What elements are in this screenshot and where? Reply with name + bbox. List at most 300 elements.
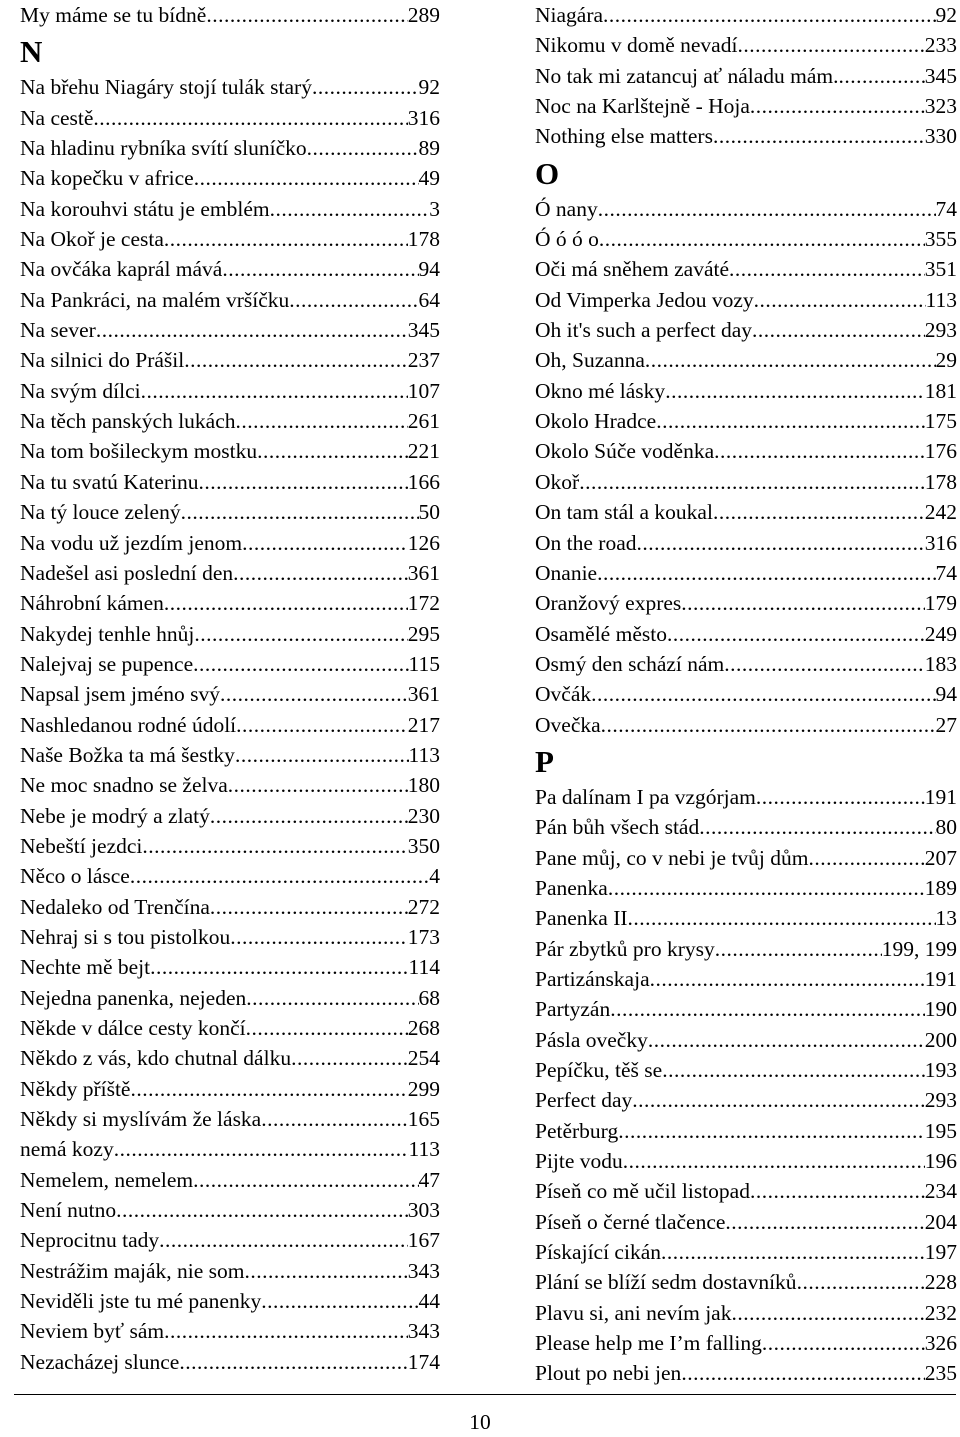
entry-page-number: 165 xyxy=(407,1107,440,1132)
entry-title: Na ovčáka kaprál mává xyxy=(20,257,223,282)
entry-title: Niagára xyxy=(535,3,604,27)
dot-leader xyxy=(598,194,936,224)
index-entry xyxy=(535,0,957,30)
entry-title: Pepíčku, těš se xyxy=(535,1058,663,1082)
index-entry xyxy=(535,345,957,375)
entry-title: Nalejvaj se pupence xyxy=(20,651,194,676)
entry-title: Nothing else matters xyxy=(535,124,713,149)
entry-page-number: 330 xyxy=(924,124,957,149)
dot-leader xyxy=(193,1165,418,1195)
entry-page-number: 183 xyxy=(924,651,957,676)
dot-leader xyxy=(233,558,408,588)
entry-page-number: 176 xyxy=(924,439,957,464)
entry-page-number: 189 xyxy=(924,875,957,900)
index-entry xyxy=(20,740,440,770)
entry-page-number: 261 xyxy=(407,409,440,434)
entry-page-number: 299 xyxy=(407,1076,440,1101)
index-column-left xyxy=(20,0,440,1377)
entry-title: Na břehu Niagáry stojí tulák starý xyxy=(20,75,312,100)
index-entry xyxy=(20,436,440,466)
dot-leader xyxy=(618,1116,925,1146)
index-entry xyxy=(535,1176,957,1206)
index-entry xyxy=(535,1085,957,1115)
dot-leader xyxy=(210,892,408,922)
entry-page-number: 113 xyxy=(925,287,957,312)
entry-page-number: 199, 199 xyxy=(881,936,957,961)
entry-title: Osamělé město xyxy=(535,621,667,646)
dot-leader xyxy=(603,0,935,30)
index-entry xyxy=(535,224,957,254)
dot-leader xyxy=(839,61,925,91)
dot-leader xyxy=(194,619,407,649)
entry-page-number: 126 xyxy=(407,530,440,555)
entry-title: Plavu si, ani nevím jak xyxy=(535,1300,732,1325)
dot-leader xyxy=(228,770,408,800)
dot-leader xyxy=(261,1104,408,1134)
entry-page-number: 191 xyxy=(924,966,957,991)
entry-page-number: 316 xyxy=(924,530,957,555)
dot-leader xyxy=(184,345,408,375)
index-entry xyxy=(20,588,440,618)
entry-page-number: 289 xyxy=(407,3,440,27)
entry-title: Pane můj, co v nebi je tvůj dům xyxy=(535,845,809,870)
entry-title: Nechte mě bejt xyxy=(20,955,151,980)
entry-title: Nashledanou rodné údolí xyxy=(20,712,237,737)
entry-title: Pijte vodu xyxy=(535,1149,623,1174)
entry-page-number: 237 xyxy=(407,348,440,373)
entry-page-number: 293 xyxy=(924,318,957,343)
dot-leader xyxy=(96,315,408,345)
index-entry xyxy=(20,1134,440,1164)
dot-leader xyxy=(236,710,408,740)
dot-leader xyxy=(199,467,408,497)
entry-title: Ovčák xyxy=(535,682,592,707)
entry-title: Panenka II xyxy=(535,906,628,931)
dot-leader xyxy=(236,406,408,436)
index-entry xyxy=(20,801,440,831)
entry-title: Někdy příště xyxy=(20,1076,131,1101)
dot-leader xyxy=(579,467,925,497)
entry-title: Osmý den schází nám xyxy=(535,651,725,676)
index-entry xyxy=(20,1013,440,1043)
index-entry xyxy=(20,103,440,133)
dot-leader xyxy=(270,194,430,224)
footer-divider xyxy=(14,1394,956,1395)
dot-leader xyxy=(809,843,925,873)
dot-leader xyxy=(164,1316,408,1346)
entry-page-number: 47 xyxy=(418,1167,440,1192)
entry-page-number: 27 xyxy=(935,712,957,737)
entry-page-number: 345 xyxy=(407,318,440,343)
entry-title: Pískající cikán xyxy=(535,1240,661,1265)
dot-leader xyxy=(179,1347,407,1377)
entry-page-number: 181 xyxy=(924,378,957,403)
dot-leader xyxy=(142,831,407,861)
entry-page-number: 316 xyxy=(407,105,440,130)
entry-title: On tam stál a koukal xyxy=(535,500,713,525)
index-entry xyxy=(20,1347,440,1377)
entry-title: Na korouhvi státu je emblém xyxy=(20,196,270,221)
index-entry xyxy=(20,1165,440,1195)
dot-leader xyxy=(661,1237,925,1267)
entry-title: Někdo z vás, kdo chutnal dálku xyxy=(20,1046,292,1071)
entry-page-number: 221 xyxy=(407,439,440,464)
dot-leader xyxy=(141,376,408,406)
dot-leader xyxy=(656,406,925,436)
index-entry xyxy=(20,72,440,102)
entry-title: Někdy si myslívám že láska xyxy=(20,1107,262,1132)
section-letter: P xyxy=(535,743,554,779)
index-entry xyxy=(20,1043,440,1073)
index-entry xyxy=(20,224,440,254)
entry-page-number: 326 xyxy=(924,1331,957,1356)
index-entry xyxy=(535,30,957,60)
dot-leader xyxy=(164,588,408,618)
entry-title: Píseň o černé tlačence xyxy=(535,1209,726,1234)
dot-leader xyxy=(752,315,925,345)
entry-page-number: 64 xyxy=(418,287,440,312)
entry-title: Partizánskaja xyxy=(535,966,650,991)
entry-page-number: 68 xyxy=(418,985,440,1010)
dot-leader xyxy=(291,1043,408,1073)
entry-title: Neprocitnu tady xyxy=(20,1228,160,1253)
entry-page-number: 361 xyxy=(407,682,440,707)
index-entry xyxy=(20,345,440,375)
dot-leader xyxy=(246,983,418,1013)
index-entry xyxy=(535,121,957,151)
entry-page-number: 232 xyxy=(924,1300,957,1325)
index-entry xyxy=(535,497,957,527)
entry-title: Na Okoř je cesta xyxy=(20,227,164,252)
index-entry xyxy=(535,254,957,284)
dot-leader xyxy=(597,558,935,588)
entry-page-number: 200 xyxy=(924,1027,957,1052)
index-entry xyxy=(535,1146,957,1176)
entry-page-number: 207 xyxy=(924,845,957,870)
index-entry xyxy=(535,994,957,1024)
index-entry xyxy=(535,194,957,224)
entry-page-number: 80 xyxy=(935,815,957,840)
entry-page-number: 343 xyxy=(407,1319,440,1344)
entry-page-number: 217 xyxy=(407,712,440,737)
index-entry xyxy=(535,467,957,497)
dot-leader xyxy=(754,285,926,315)
entry-page-number: 195 xyxy=(924,1118,957,1143)
entry-title: Nakydej tenhle hnůj xyxy=(20,621,195,646)
dot-leader xyxy=(242,528,408,558)
dot-leader xyxy=(257,436,408,466)
dot-leader xyxy=(193,649,408,679)
entry-title: Neviděli jste tu mé panenky xyxy=(20,1289,262,1314)
index-entry xyxy=(535,710,957,740)
dot-leader xyxy=(699,812,935,842)
entry-title: Nikomu v domě nevadí xyxy=(535,33,738,58)
dot-leader xyxy=(194,163,419,193)
dot-leader xyxy=(608,873,925,903)
dot-leader xyxy=(667,619,925,649)
dot-leader xyxy=(628,903,936,933)
entry-title: Nebeští jezdci xyxy=(20,833,143,858)
entry-title: Oh it's such a perfect day xyxy=(535,318,753,343)
index-entry xyxy=(20,406,440,436)
entry-title: Onanie xyxy=(535,560,598,585)
entry-page-number: 180 xyxy=(407,773,440,798)
entry-title: Na hladinu rybníka svítí sluníčko xyxy=(20,136,307,161)
entry-page-number: 174 xyxy=(407,1349,440,1374)
index-entry xyxy=(20,163,440,193)
index-entry xyxy=(535,1358,957,1388)
entry-page-number: 166 xyxy=(407,469,440,494)
entry-title: Na tom bošileckym mostku xyxy=(20,439,258,464)
entry-title: Pár zbytků pro krysy xyxy=(535,936,715,961)
dot-leader xyxy=(725,1207,924,1237)
entry-page-number: 204 xyxy=(924,1209,957,1234)
entry-page-number: 193 xyxy=(924,1058,957,1082)
section-letter: N xyxy=(20,34,43,70)
entry-title: Ne moc snadno se želva xyxy=(20,773,228,798)
entry-title: Na tu svatú Katerinu xyxy=(20,469,199,494)
entry-title: Partyzán xyxy=(535,997,611,1022)
entry-page-number: 230 xyxy=(407,803,440,828)
entry-title: Pán bůh všech stád xyxy=(535,815,700,840)
entry-page-number: 49 xyxy=(418,166,440,191)
index-entry xyxy=(535,436,957,466)
index-entry xyxy=(535,1116,957,1146)
entry-title: Ó ó ó o xyxy=(535,227,599,252)
dot-leader xyxy=(650,964,925,994)
index-entry xyxy=(20,285,440,315)
index-entry xyxy=(535,61,957,91)
index-entry xyxy=(535,1025,957,1055)
entry-title: Od Vimperka Jedou vozy xyxy=(535,287,754,312)
index-entry xyxy=(20,952,440,982)
entry-title: No tak mi zatancuj ať náladu mám. xyxy=(535,63,839,88)
entry-page-number: 254 xyxy=(407,1046,440,1071)
dot-leader xyxy=(130,1074,407,1104)
entry-title: Ovečka xyxy=(535,712,601,737)
index-entry xyxy=(20,1225,440,1255)
dot-leader xyxy=(750,1176,925,1206)
entry-page-number: 293 xyxy=(924,1088,957,1113)
dot-leader xyxy=(797,1267,925,1297)
entry-title: Oranžový expres xyxy=(535,591,682,616)
entry-title: Nemelem, nemelem xyxy=(20,1167,194,1192)
entry-title: Píseň co mě učil listopad xyxy=(535,1179,750,1204)
dot-leader xyxy=(724,649,924,679)
index-entry xyxy=(20,831,440,861)
entry-title: Nehraj si s tou pistolkou xyxy=(20,924,231,949)
entry-title: Na sever xyxy=(20,318,96,343)
dot-leader xyxy=(220,679,408,709)
dot-leader xyxy=(93,103,407,133)
index-entry xyxy=(20,619,440,649)
index-entry xyxy=(535,679,957,709)
index-entry xyxy=(535,1298,957,1328)
entry-page-number: 50 xyxy=(418,500,440,525)
entry-title: Nejedna panenka, nejeden xyxy=(20,985,247,1010)
dot-leader xyxy=(632,1085,924,1115)
entry-page-number: 44 xyxy=(418,1289,440,1314)
dot-leader xyxy=(645,345,936,375)
entry-title: Okoř xyxy=(535,469,580,494)
index-entry xyxy=(20,1195,440,1225)
dot-leader xyxy=(756,782,925,812)
index-entry xyxy=(20,1104,440,1134)
entry-page-number: 268 xyxy=(407,1016,440,1040)
entry-page-number: 4 xyxy=(429,864,440,889)
section-letter: O xyxy=(535,155,560,191)
entry-title: On the road xyxy=(535,530,637,555)
page-number: 10 xyxy=(469,1410,491,1434)
index-entry xyxy=(535,1055,957,1085)
entry-page-number: 29 xyxy=(935,348,957,373)
index-entry xyxy=(20,1286,440,1316)
entry-page-number: 361 xyxy=(407,560,440,585)
index-column-right xyxy=(535,0,957,1389)
index-entry xyxy=(20,1316,440,1346)
entry-title: Petěrburg xyxy=(535,1118,619,1143)
index-entry xyxy=(20,710,440,740)
index-entry xyxy=(535,782,957,812)
dot-leader xyxy=(261,1286,418,1316)
index-entry xyxy=(535,812,957,842)
index-entry xyxy=(20,254,440,284)
index-entry xyxy=(20,892,440,922)
entry-title: Noc na Karlštejně - Hoja xyxy=(535,94,750,119)
dot-leader xyxy=(246,1013,408,1043)
index-entry xyxy=(535,315,957,345)
entry-page-number: 94 xyxy=(935,682,957,707)
dot-leader xyxy=(648,1025,925,1055)
dot-leader xyxy=(222,254,418,284)
index-entry xyxy=(20,1256,440,1286)
entry-title: Na tý louce zelený xyxy=(20,500,181,525)
entry-page-number: 175 xyxy=(924,409,957,434)
index-entry xyxy=(20,467,440,497)
entry-page-number: 242 xyxy=(924,500,957,525)
entry-title: My máme se tu bídně xyxy=(20,3,207,27)
entry-title: Na silnici do Prášil xyxy=(20,348,185,373)
entry-page-number: 197 xyxy=(924,1240,957,1265)
dot-leader xyxy=(601,710,936,740)
entry-title: Náhrobní kámen xyxy=(20,591,164,616)
dot-leader xyxy=(610,994,925,1024)
index-entry xyxy=(535,619,957,649)
dot-leader xyxy=(289,285,418,315)
entry-title: Okolo Súče voděnka xyxy=(535,439,715,464)
dot-leader xyxy=(731,1298,924,1328)
entry-title: Na Pankráci, na malém vršíčku xyxy=(20,287,290,312)
index-entry xyxy=(20,528,440,558)
entry-title: Na těch panských lukách xyxy=(20,409,236,434)
index-entry xyxy=(535,1328,957,1358)
dot-leader xyxy=(681,1358,924,1388)
entry-page-number: 272 xyxy=(407,894,440,919)
entry-page-number: 233 xyxy=(924,33,957,58)
entry-page-number: 173 xyxy=(407,924,440,949)
index-entry xyxy=(535,873,957,903)
dot-leader xyxy=(665,376,925,406)
index-entry xyxy=(20,983,440,1013)
index-entry xyxy=(535,558,957,588)
entry-title: Please help me I’m falling xyxy=(535,1331,762,1356)
entry-page-number: 74 xyxy=(935,196,957,221)
index-entry xyxy=(535,934,957,964)
dot-leader xyxy=(737,30,924,60)
entry-page-number: 178 xyxy=(407,227,440,252)
entry-page-number: 172 xyxy=(407,591,440,616)
entry-page-number: 179 xyxy=(924,591,957,616)
index-entry xyxy=(20,376,440,406)
entry-title: Plání se blíží sedm dostavníků xyxy=(535,1270,797,1295)
entry-title: Pásla ovečky xyxy=(535,1027,648,1052)
entry-title: Nebe je modrý a zlatý xyxy=(20,803,210,828)
entry-page-number: 345 xyxy=(924,63,957,88)
entry-page-number: 295 xyxy=(407,621,440,646)
entry-page-number: 115 xyxy=(408,651,440,676)
dot-leader xyxy=(750,91,925,121)
entry-title: Pa dalínam I pa vzgórjam xyxy=(535,784,756,809)
dot-leader xyxy=(230,922,408,952)
dot-leader xyxy=(681,588,924,618)
index-entry xyxy=(535,91,957,121)
entry-page-number: 74 xyxy=(935,560,957,585)
dot-leader xyxy=(637,528,925,558)
index-entry xyxy=(535,964,957,994)
entry-title: Oči má sněhem zaváté xyxy=(535,257,730,282)
index-entry xyxy=(20,861,440,891)
entry-page-number: 92 xyxy=(418,75,440,100)
dot-leader xyxy=(164,224,408,254)
entry-title: Napsal jsem jméno svý xyxy=(20,682,221,707)
dot-leader xyxy=(130,861,429,891)
entry-page-number: 190 xyxy=(924,997,957,1022)
dot-leader xyxy=(307,133,419,163)
index-entry xyxy=(535,406,957,436)
index-entry xyxy=(535,903,957,933)
entry-title: Na kopečku v africe xyxy=(20,166,194,191)
dot-leader xyxy=(591,679,935,709)
dot-leader xyxy=(715,934,882,964)
entry-title: Ó nany xyxy=(535,196,598,221)
entry-page-number: 113 xyxy=(408,742,440,767)
dot-leader xyxy=(116,1195,408,1225)
dot-leader xyxy=(762,1328,925,1358)
index-entry xyxy=(535,1237,957,1267)
index-entry xyxy=(20,679,440,709)
entry-page-number: 323 xyxy=(924,94,957,119)
entry-title: Někde v dálce cesty končí xyxy=(20,1016,246,1040)
dot-leader xyxy=(206,0,407,30)
index-entry xyxy=(20,497,440,527)
entry-title: Panenka xyxy=(535,875,608,900)
entry-page-number: 350 xyxy=(407,833,440,858)
entry-page-number: 249 xyxy=(924,621,957,646)
dot-leader xyxy=(714,436,925,466)
entry-title: Nedaleko od Trenčína xyxy=(20,894,210,919)
entry-title: Okno mé lásky xyxy=(535,378,666,403)
entry-page-number: 94 xyxy=(418,257,440,282)
index-entry xyxy=(535,843,957,873)
dot-leader xyxy=(623,1146,925,1176)
index-entry xyxy=(535,285,957,315)
entry-title: Neviem byť sám xyxy=(20,1319,165,1344)
entry-page-number: 234 xyxy=(924,1179,957,1204)
index-entry xyxy=(20,770,440,800)
dot-leader xyxy=(312,72,419,102)
dot-leader xyxy=(159,1225,408,1255)
entry-title: Něco o lásce xyxy=(20,864,130,889)
